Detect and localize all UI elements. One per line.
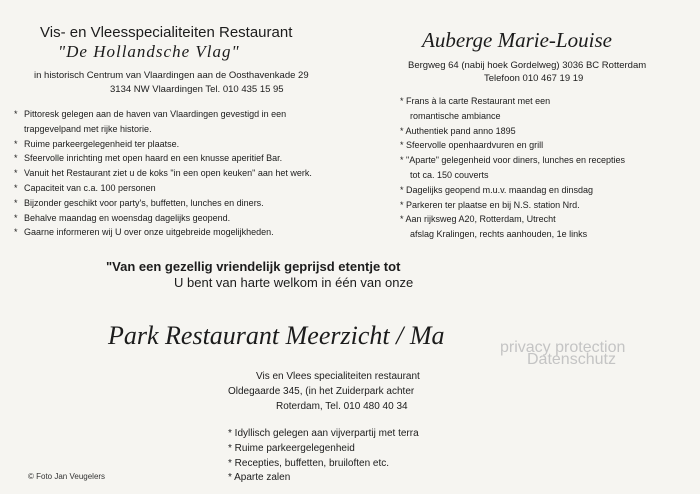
list-item: * Dagelijks geopend m.u.v. maandag en dinsdag bbox=[400, 184, 593, 195]
watermark-line2: Datenschutz bbox=[527, 351, 616, 368]
list-item: * Vanuit het Restaurant ziet u de koks "in een open keuken" aan het werk. bbox=[14, 168, 312, 179]
park-address-line3: Roterdam, Tel. 010 480 40 34 bbox=[276, 401, 408, 412]
park-restaurant-title: Park Restaurant Meerzicht / Ma bbox=[108, 321, 445, 350]
right-restaurant-title: Auberge Marie-Louise bbox=[422, 28, 612, 52]
list-item: tot ca. 150 couverts bbox=[410, 169, 489, 180]
left-address-line1: in historisch Centrum van Vlaardingen aan de Oosthavenkade 29 bbox=[34, 70, 309, 81]
list-item: afslag Kralingen, rechts aanhouden, 1e links bbox=[410, 229, 588, 240]
left-restaurant-name: "De Hollandsche Vlag" bbox=[58, 42, 240, 61]
list-item: * Gaarne informeren wij U over onze uitgebreide mogelijkheden. bbox=[14, 227, 274, 238]
list-item: * Aparte zalen bbox=[228, 472, 291, 484]
left-feature-list bbox=[14, 107, 312, 240]
list-item: trapgevelpand met rijke historie. bbox=[24, 123, 152, 134]
list-item: * Bijzonder geschikt voor party's, buffetten, lunches en diners. bbox=[14, 197, 264, 208]
right-address-line1: Bergweg 64 (nabij hoek Gordelweg) 3036 BC Rotterdam bbox=[408, 60, 647, 71]
right-feature-list bbox=[400, 94, 625, 242]
list-item: * Ruime parkeergelegenheid bbox=[228, 442, 355, 454]
list-item: * Authentiek pand anno 1895 bbox=[400, 125, 516, 136]
list-item: * "Aparte" gelegenheid voor diners, lunches en recepties bbox=[400, 155, 626, 166]
park-address-line2: Oldegaarde 345, (in het Zuiderpark achter bbox=[228, 386, 415, 397]
list-item: * Aan rijksweg A20, Rotterdam, Utrecht bbox=[400, 214, 556, 225]
tagline-line1: "Van een gezellig vriendelijk geprijsd etentje tot bbox=[106, 259, 401, 274]
list-item: * Frans à la carte Restaurant met een bbox=[400, 96, 551, 106]
list-item: * Pittoresk gelegen aan de haven van Vlaardingen gevestigd in een bbox=[14, 109, 287, 119]
park-feature-list bbox=[228, 427, 419, 486]
park-restaurant-section bbox=[0, 255, 452, 494]
left-restaurant-heading: Vis- en Vleesspecialiteiten Restaurant bbox=[40, 24, 293, 41]
list-item: * Recepties, buffetten, bruiloften etc. bbox=[228, 457, 390, 469]
list-item: * Sfeervolle openhaardvuren en grill bbox=[400, 140, 544, 151]
list-item: * Capaciteit van c.a. 100 personen bbox=[14, 182, 156, 193]
list-item: * Ruime parkeergelegenheid ter plaatse. bbox=[14, 138, 180, 149]
list-item: romantische ambiance bbox=[410, 110, 501, 121]
list-item: * Sfeervolle inrichting met open haard en een knusse aperitief Bar. bbox=[14, 153, 283, 164]
tagline-line2: U bent van harte welkom in één van onze bbox=[174, 275, 414, 290]
left-address-line2: 3134 NW Vlaardingen Tel. 010 435 15 95 bbox=[110, 84, 284, 95]
watermark-line1: privacy protection bbox=[500, 339, 626, 356]
list-item: * Parkeren ter plaatse en bij N.S. station Nrd. bbox=[400, 199, 580, 210]
list-item: * Idyllisch gelegen aan vijverpartij met terra bbox=[228, 428, 419, 439]
list-item: * Behalve maandag en woensdag dagelijks geopend. bbox=[14, 212, 231, 223]
park-address-line1: Vis en Vlees specialiteiten restaurant bbox=[256, 371, 420, 382]
right-address-line2: Telefoon 010 467 19 19 bbox=[484, 73, 584, 84]
photo-credit: © Foto Jan Veugelers bbox=[28, 472, 106, 481]
